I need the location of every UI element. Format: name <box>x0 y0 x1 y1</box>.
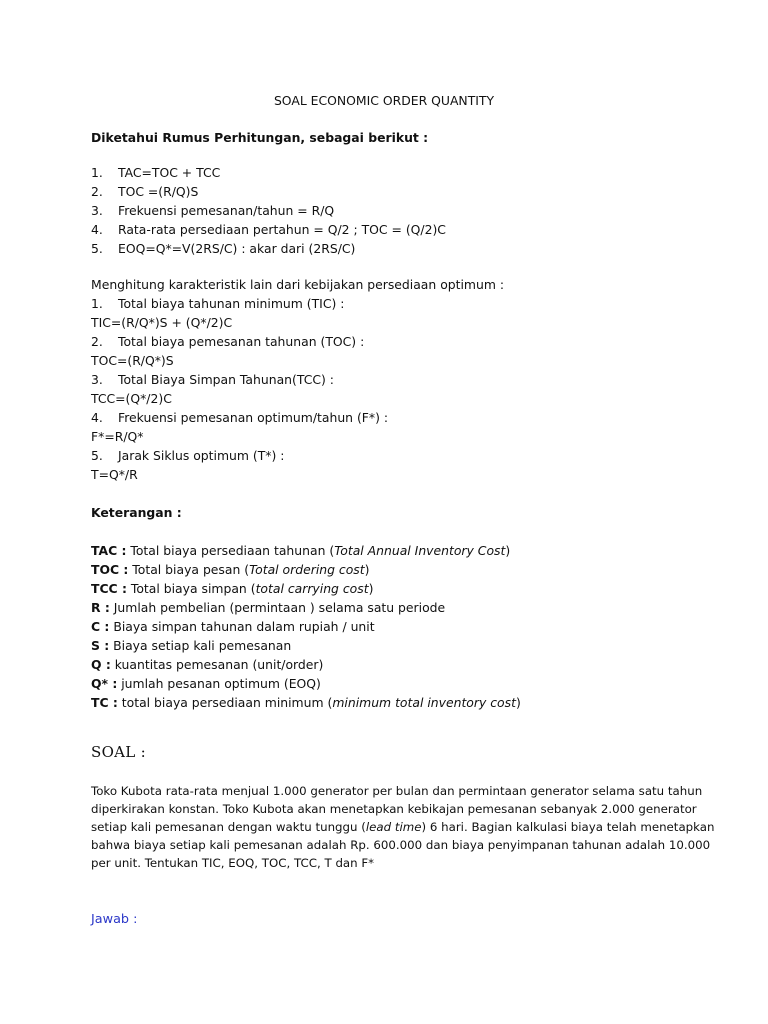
problem-line: Toko Kubota rata-rata menjual 1.000 generator per bulan dan permintaan generator selama satu tahun <box>91 784 703 798</box>
optimum-formula: T=Q*/R <box>91 467 138 482</box>
problem-line: diperkirakan konstan. Toko Kubota akan menetapkan kebikajan pemesanan sebanyak 2.000 generator <box>91 802 697 816</box>
optimum-formula: F*=R/Q* <box>91 429 144 444</box>
glossary-item: C : Biaya simpan tahunan dalam rupiah / unit <box>91 619 375 634</box>
optimum-heading: 4. Frekuensi pemesanan optimum/tahun (F*) : <box>91 410 389 425</box>
problem-line: per unit. Tentukan TIC, EOQ, TOC, TCC, T dan F* <box>91 856 375 870</box>
glossary-item: TCC : Total biaya simpan (total carrying cost) <box>91 581 374 596</box>
optimum-heading: 3. Total Biaya Simpan Tahunan(TCC) : <box>91 372 334 387</box>
glossary-item: TC : total biaya persediaan minimum (minimum total inventory cost) <box>91 695 521 710</box>
glossary-item: S : Biaya setiap kali pemesanan <box>91 638 292 653</box>
soal-heading: SOAL : <box>91 743 146 761</box>
problem-line: bahwa biaya setiap kali pemesanan adalah Rp. 600.000 dan biaya penyimpanan tahunan adalah 10.000 <box>91 838 711 852</box>
formula-item: 4. Rata-rata persediaan pertahun = Q/2 ; TOC = (Q/2)C <box>91 222 446 237</box>
formula-item: 3. Frekuensi pemesanan/tahun = R/Q <box>91 203 335 218</box>
glossary-item: TOC : Total biaya pesan (Total ordering cost) <box>91 562 370 577</box>
formula-item: 1. TAC=TOC + TCC <box>91 165 221 180</box>
optimum-heading: 2. Total biaya pemesanan tahunan (TOC) : <box>91 334 365 349</box>
glossary-item: TAC : Total biaya persediaan tahunan (Total Annual Inventory Cost) <box>91 543 511 558</box>
glossary-item: Q : kuantitas pemesanan (unit/order) <box>91 657 324 672</box>
answer-heading: Jawab : <box>91 912 138 927</box>
glossary-item: R : Jumlah pembelian (permintaan ) selama satu periode <box>91 600 446 615</box>
optimum-intro: Menghitung karakteristik lain dari kebijakan persediaan optimum : <box>91 277 505 292</box>
keterangan-heading: Keterangan : <box>91 505 182 520</box>
formula-intro: Diketahui Rumus Perhitungan, sebagai berikut : <box>91 130 429 145</box>
optimum-heading: 5. Jarak Siklus optimum (T*) : <box>91 448 285 463</box>
optimum-formula: TIC=(R/Q*)S + (Q*/2)C <box>91 315 233 330</box>
document-title: SOAL ECONOMIC ORDER QUANTITY <box>273 93 495 108</box>
optimum-heading: 1. Total biaya tahunan minimum (TIC) : <box>91 296 345 311</box>
optimum-formula: TCC=(Q*/2)C <box>91 391 172 406</box>
formula-item: 2. TOC =(R/Q)S <box>91 184 199 199</box>
optimum-formula: TOC=(R/Q*)S <box>91 353 174 368</box>
formula-item: 5. EOQ=Q*=V(2RS/C) : akar dari (2RS/C) <box>91 241 356 256</box>
glossary-item: Q* : jumlah pesanan optimum (EOQ) <box>91 676 321 691</box>
problem-line: setiap kali pemesanan dengan waktu tunggu (lead time) 6 hari. Bagian kalkulasi biaya telah menetapkan <box>91 820 715 834</box>
